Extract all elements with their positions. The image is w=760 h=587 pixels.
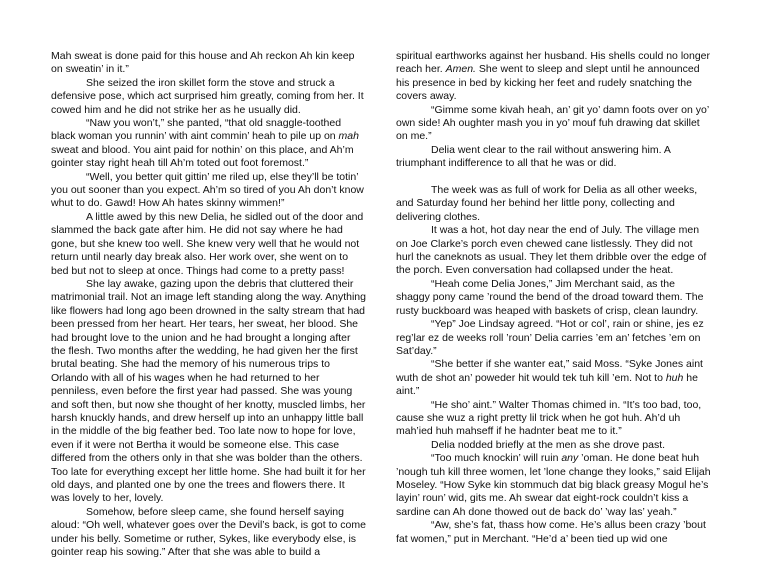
paragraph: “Aw, she’s fat, thass how come. He’s allus been crazy ’bout fat women,” put in Merchant. “He’d a’ been tied up wid one [396, 519, 706, 545]
paragraph: “Too much knockin’ will ruin any ’oman. He done beat huh ’nough tuh kill three women, let ’lone change they looks,” said Elijah Moseley. “How Syke kin stommuch dat big black greasy Mogul he’s layin’ roun’ wid, gits me. Ah swear dat eight-rock couldn’t kiss a sardine can Ah done thowed out de back do’ ’way las’ yeah.” [396, 452, 711, 518]
paragraph: Delia nodded briefly at the men as she drove past. [431, 438, 666, 451]
emphasis: any [561, 452, 579, 465]
paragraph: “Well, you better quit gittin’ me riled up, else they’ll be totin’ you out sooner than you expect. Ah’m so tired of you Ah don’t know whut to do. Gawd! How Ah hates skinny wimmen!” [51, 170, 364, 210]
emphasis: Amen. [445, 63, 476, 76]
paragraph: spiritual earthworks against her husband. His shells could no longer reach her. Amen. She went to sleep and slept until he announced his presence in bed by kicking her feet and rudely snatching the covers away. [396, 50, 711, 103]
emphasis: mah [338, 130, 359, 143]
paragraph: She seized the iron skillet form the stove and struck a defensive pose, which act surprised him greatly, coming from her. It cowed him and he did not strike her as he usually did. [51, 76, 364, 116]
paragraph: She lay awake, gazing upon the debris that cluttered their matrimonial trail. Not an image left standing along the way. Anything like flowers had long ago been drowned in the salty stream that had been pressed from her heart. Her tears, her sweat, her blood. She had brought love to the union and he had brought a longing after the flesh. Two months after the wedding, he had given her the first brutal beating. She had the memory of his numerous trips to Orlando with all of his wages when he had returned to her penniless, even before the first year had passed. She was young and soft then, but now she thought of her knotty, muscled limbs, her harsh knuckly hands, and drew herself up into an unhappy little ball in the middle of the big feather bed. Too late now to hope for love, even if it were not Bertha it would be someone else. This case differed from the others only in that she was bolder than the others. Too late for everything except her little home. She had built it for her old days, and planted one by one the trees and flowers there. It was lovely to her, lovely. [51, 277, 366, 505]
paragraph: It was a hot, hot day near the end of July. The village men on Joe Clarke’s porch even chewed cane listlessly. They did not hurl the caneknots as usual. They let them dribble over the edge of the porch. Even conversation had collapsed under the heat. [396, 224, 707, 277]
paragraph: Delia went clear to the rail without answering him. A triumphant indifference to all that he was or did. [396, 143, 671, 170]
left-page-column [51, 50, 366, 559]
paragraph: “He sho’ aint.” Walter Thomas chimed in. “It’s too bad, too, cause she wuz a right pretty lil trick when he got huh. Ah’d uh mah’ied huh mahseff if he hadnter beat me to it.” [396, 398, 702, 438]
paragraph: “Yep” Joe Lindsay agreed. “Hot or col’, rain or shine, jes ez reg’lar ez de weeks roll ’roun’ Delia carries ’em an’ fetches ’em on Sat’day.” [396, 318, 704, 357]
paragraph: Mah sweat is done paid for this house and Ah reckon Ah kin keep on sweatin’ in it.” [51, 50, 355, 76]
right-page-column [396, 50, 711, 546]
emphasis: huh [665, 371, 684, 384]
paragraph: The week was as full of work for Delia as all other weeks, and Saturday found her behind her little pony, collecting and delivering clothes. [396, 184, 698, 223]
paragraph: “Heah come Delia Jones,” Jim Merchant said, as the shaggy pony came ’round the bend of the droad toward them. The rusty buckboard was heaped with baskets of crisp, clean laundry. [396, 277, 704, 317]
paragraph: A little awed by this new Delia, he sidled out of the door and slammed the back gate after him. He did not say where he had gone, but she knew too well. She knew very well that he would not return until nearly day break also. Her work over, she went on to bed but not to sleep at once. Things had come to a pretty pass! [51, 210, 364, 277]
paragraph: “Gimme some kivah heah, an’ git yo’ damn foots over on yo’ own side! Ah oughter mash you in yo’ mouf fuh drawing dat skillet on me.” [396, 103, 709, 143]
paragraph: Somehow, before sleep came, she found herself saying aloud: “Oh well, whatever goes over the Devil’s back, is got to come under his belly. Sometime or ruther, Sykes, like everybody else, is gointer reap his sowing.” After that she was able to build a [51, 505, 366, 559]
paragraph: “She better if she wanter eat,” said Moss. “Syke Jones aint wuth de shot an’ poweder hit would tek tuh kill ’em. Not to huh he aint.” [396, 358, 703, 398]
paragraph: “Naw you won’t,” she panted, “that old snaggle-toothed black woman you runnin’ with aint commin’ heah to pile up on mah sweat and blood. You aint paid for nothin’ on this place, and Ah’m gointer stay right heah till Ah’m toted out foot foremost.” [51, 117, 359, 170]
